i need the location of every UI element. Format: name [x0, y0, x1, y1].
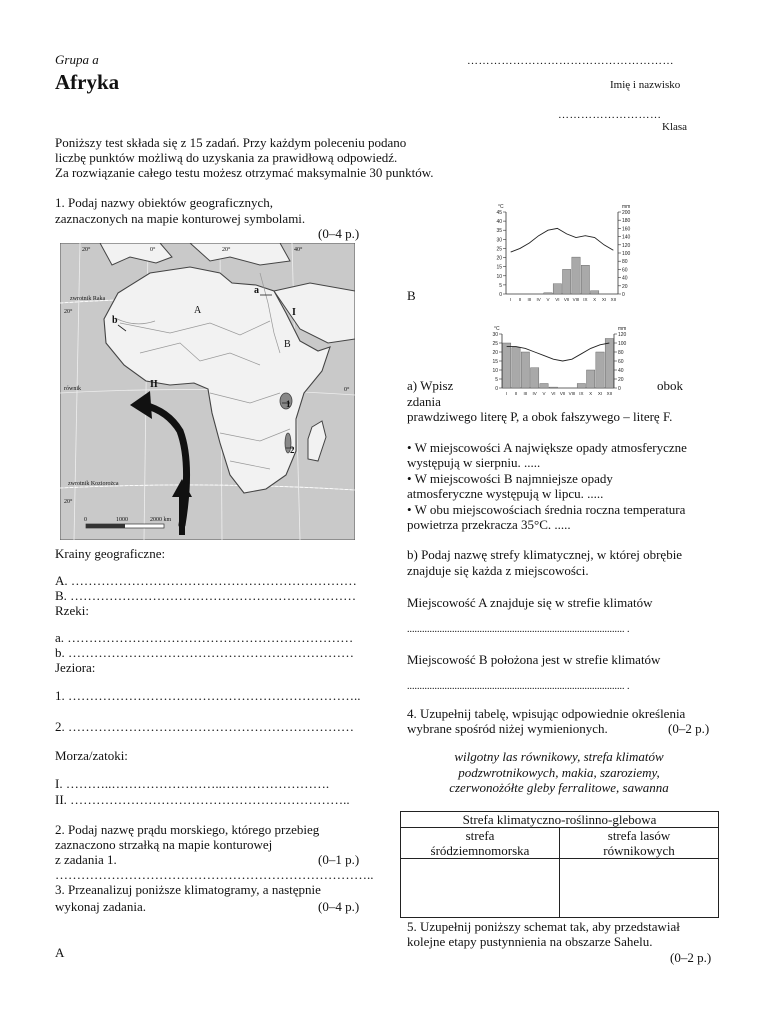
map-lon-40e: 40° [294, 247, 303, 253]
class-label: Klasa [662, 121, 688, 133]
clim2-ltick-label: 30 [492, 332, 498, 338]
climatogram-2 [480, 322, 640, 400]
clim2-month-label: VII [559, 391, 566, 396]
clim2-month-label: IX [579, 391, 584, 396]
clim1-rtick-label: 120 [622, 242, 631, 249]
statement-2-line-2[interactable]: atmosferyczne występują w lipcu. ..... [407, 486, 604, 501]
clim2-ltick-label: 5 [495, 377, 498, 383]
clim2-precip-bar [540, 384, 548, 389]
task2-points: (0–1 p.) [318, 852, 360, 867]
statement-2-line-1: • W miejscowości B najmniejsze opady [407, 471, 613, 486]
clim1-rtick-label: 0 [622, 292, 625, 298]
clim1-month-label: XII [610, 297, 617, 302]
group-label: Grupa a [55, 52, 99, 67]
map-label-equator: równik [64, 386, 81, 392]
map-label-a: a [254, 285, 259, 296]
climatogram-1 [480, 200, 640, 308]
map-label-tropic-south: zwrotnik Koziorożca [68, 481, 119, 487]
scale-label-1000: 1000 [116, 517, 128, 523]
page-title: Afryka [55, 70, 120, 94]
clim2-ltick-label: 0 [495, 386, 498, 392]
clim1-temp-line [511, 228, 614, 252]
clim2-month-label: VIII [568, 391, 576, 396]
map-label-1: 1 [286, 399, 291, 409]
clim1-month-label: VI [555, 297, 560, 302]
col2-line-2: równikowych [603, 843, 675, 858]
clim1-rtick-label: 40 [622, 275, 628, 282]
clim2-month-label: II [514, 391, 518, 396]
task3b-line-2: znajduje się każda z miejscowości. [407, 563, 589, 578]
clim2-precip-bar [577, 384, 585, 389]
task2-answer-field[interactable]: ……………………………………………………………….. [55, 867, 374, 882]
clim1-month-label: IV [536, 297, 541, 302]
clim1-left-unit: °C [498, 204, 504, 210]
map-label-B: B [284, 339, 291, 350]
seas-title: Morza/zatoki: [55, 748, 128, 763]
map-lon-20e: 20° [222, 247, 231, 253]
scale-label-0: 0 [84, 517, 87, 523]
task3b-a-text: Miejscowość A znajduje się w strefie klimatów [407, 595, 653, 610]
clim1-right-unit: mm [622, 204, 631, 210]
map-lon-20w: 20° [82, 247, 91, 253]
statement-1-line-2[interactable]: występują w sierpniu. ..... [407, 455, 541, 470]
sea-I-field[interactable]: I. ………..……………………..……………………. [55, 776, 330, 791]
clim2-right-unit: mm [618, 326, 627, 332]
task4-points: (0–2 p.) [668, 721, 710, 736]
clim2-month-label: V [542, 391, 546, 396]
statement-3-line-1: • W obu miejscowościach średnia roczna temperatura [407, 502, 686, 517]
clim2-rtick-label: 120 [618, 332, 627, 338]
clim2-precip-bar [596, 352, 604, 388]
map-label-b: b [112, 315, 118, 326]
clim1-ltick-label: 40 [496, 219, 502, 226]
zone-table-cell-2[interactable] [560, 859, 719, 918]
river-a-field[interactable]: a. ………………………………………………………… [55, 630, 354, 645]
task3b-a-field[interactable]: ....................................................................................... . [407, 624, 630, 635]
clim2-precip-bar [512, 348, 520, 389]
clim2-rtick-label: 60 [618, 359, 624, 365]
map-label-2: 2 [290, 445, 295, 455]
class-field-dots[interactable]: ……………………… [558, 109, 662, 121]
clim1-rtick-label: 20 [622, 283, 628, 290]
task3b-line-1: b) Podaj nazwę strefy klimatycznej, w której obrębie [407, 547, 683, 562]
clim2-month-label: XII [606, 391, 613, 396]
clim1-month-label: VIII [572, 297, 580, 302]
climatogram-B-label: B [407, 288, 416, 303]
rivers-title: Rzeki: [55, 603, 89, 618]
task5-points: (0–2 p.) [670, 950, 712, 965]
statement-3-line-2[interactable]: powietrza przekracza 35°C. ..... [407, 517, 571, 532]
clim1-rtick-label: 100 [622, 251, 631, 257]
task3a-line-2: prawdziwego literę P, a obok fałszywego – literę F. [407, 409, 673, 424]
task4-line-2: wybrane spośród niżej wymienionych. [407, 721, 608, 736]
task2-line-2: zaznaczono strzałką na mapie konturowej [55, 837, 273, 852]
lake-2-field[interactable]: 2. ………………………………………………………… [55, 719, 354, 734]
clim2-precip-bar [521, 352, 529, 388]
clim1-precip-bar [581, 265, 589, 294]
clim1-rtick-label: 140 [622, 234, 631, 241]
clim2-rtick-label: 40 [618, 368, 624, 374]
clim1-rtick-label: 160 [622, 226, 631, 233]
task3b-b-text: Miejscowość B położona jest w strefie klimatów [407, 652, 661, 667]
climatogram-A-label: A [55, 945, 65, 960]
africa-outline-map [60, 243, 355, 540]
zone-table [400, 811, 719, 918]
clim1-ltick-label: 5 [499, 282, 502, 289]
task5-line-2: kolejne etapy pustynnienia na obszarze Sahelu. [407, 934, 653, 949]
clim1-ltick-label: 10 [496, 273, 502, 280]
clim1-precip-bar [544, 293, 552, 294]
task4-option-line-3: czerwonożółte gleby ferralitowe, sawanna [449, 780, 669, 795]
col1-line-2: śródziemnomorska [430, 843, 530, 858]
clim1-month-label: XI [601, 297, 607, 302]
map-lat-20s: 20° [64, 499, 73, 505]
clim2-precip-bar [587, 370, 595, 388]
clim2-precip-bar [605, 339, 613, 389]
task1-line-1: 1. Podaj nazwy obiektów geograficznych, [55, 195, 274, 210]
clim1-month-label: IX [583, 297, 588, 302]
intro-line-1: Poniższy test składa się z 15 zadań. Przy każdym poleceniu podano [55, 135, 407, 150]
map-scale-bar [86, 524, 164, 528]
regions-title: Krainy geograficzne: [55, 546, 166, 561]
clim2-rtick-label: 100 [618, 341, 627, 347]
task2-line-1: 2. Podaj nazwę prądu morskiego, którego przebieg [55, 822, 320, 837]
zone-table-col1-header [401, 828, 560, 859]
sea-II-field[interactable]: II. ……………………………………………………….. [55, 792, 350, 807]
col2-line-1: strefa lasów [607, 828, 671, 843]
region-b-field[interactable]: B. ………………………………………………………… [55, 588, 357, 603]
clim1-precip-bar [563, 269, 571, 294]
clim1-precip-bar [553, 284, 561, 294]
river-b-field[interactable]: b. ………………………………………………………… [55, 645, 354, 660]
clim1-month-label: III [527, 297, 532, 302]
zone-table-cell-1[interactable] [401, 859, 560, 918]
col1-line-1: strefa [465, 828, 495, 843]
lakes-title: Jeziora: [55, 660, 96, 675]
clim1-ltick-label: 20 [496, 255, 502, 262]
name-field-dots[interactable]: ……………………………………………… [467, 55, 674, 67]
clim1-ltick-label: 25 [496, 246, 502, 253]
task3a-obok: obok [657, 378, 683, 393]
clim1-ltick-label: 35 [496, 228, 502, 235]
map-label-I: I [292, 307, 296, 318]
intro-line-2: liczbę punktów możliwą do uzyskania za prawidłową odpowiedź. [55, 150, 398, 165]
lake-1-field[interactable]: 1. ………………………………………………………….. [55, 688, 361, 703]
task1-points: (0–4 p.) [318, 226, 360, 241]
map-lat-0: 0° [344, 387, 350, 393]
clim1-precip-bar [591, 291, 599, 294]
task3-line-1: 3. Przeanalizuj poniższe klimatogramy, a następnie [55, 882, 321, 897]
task4-option-line-1: wilgotny las równikowy, strefa klimatów [454, 749, 664, 764]
clim2-rtick-label: 20 [618, 377, 624, 383]
clim1-ltick-label: 45 [496, 210, 502, 216]
clim2-month-label: I [506, 391, 508, 396]
clim1-month-label: V [546, 297, 550, 302]
task3-line-2: wykonaj zadania. [55, 899, 146, 914]
clim2-month-label: IV [532, 391, 537, 396]
map-label-II: II [150, 379, 158, 390]
map-label-A: A [194, 305, 202, 316]
clim2-ltick-label: 20 [492, 350, 498, 356]
clim1-ltick-label: 15 [496, 264, 502, 271]
zone-table-col2-header [560, 828, 719, 859]
clim1-rtick-label: 80 [622, 259, 628, 266]
task3a-head-2: zdania [407, 394, 441, 409]
task5-line-1: 5. Uzupełnij poniższy schemat tak, aby przedstawiał [407, 919, 680, 934]
map-lon-0: 0° [150, 247, 156, 253]
task4-option-line-2: podzwrotnikowych, makia, szaroziemy, [458, 765, 660, 780]
statement-1-line-1: • W miejscowości A największe opady atmosferyczne [407, 440, 687, 455]
clim1-month-label: II [518, 297, 522, 302]
clim1-month-label: VII [563, 297, 570, 302]
clim1-rtick-label: 180 [622, 218, 631, 225]
clim2-ltick-label: 15 [492, 359, 498, 365]
clim2-ltick-label: 10 [492, 368, 498, 374]
task1-line-2: zaznaczonych na mapie konturowej symbolami. [55, 211, 306, 226]
task3a-head: a) Wpisz [407, 378, 454, 393]
intro-line-3: Za rozwiązanie całego testu możesz otrzymać maksymalnie 30 punktów. [55, 165, 434, 180]
clim2-month-label: X [589, 391, 593, 396]
clim1-month-label: X [593, 297, 597, 302]
zone-table-title [401, 812, 719, 828]
clim1-precip-bar [572, 257, 580, 294]
clim1-ltick-label: 0 [499, 292, 502, 298]
zone-table-title-text: Strefa klimatyczno-roślinno-glebowa [462, 812, 657, 827]
clim2-ltick-label: 25 [492, 341, 498, 347]
task4-line-1: 4. Uzupełnij tabelę, wpisując odpowiednie określenia [407, 706, 686, 721]
clim2-month-label: XI [597, 391, 603, 396]
name-label: Imię i nazwisko [610, 79, 681, 91]
task2-line-3: z zadania 1. [55, 852, 117, 867]
clim2-month-label: III [523, 391, 528, 396]
clim2-month-label: VI [551, 391, 556, 396]
clim1-rtick-label: 200 [622, 210, 631, 216]
map-label-tropic-north: zwrotnik Raka [70, 296, 106, 302]
clim1-month-label: I [510, 297, 512, 302]
task3b-b-field[interactable]: ....................................................................................... . [407, 681, 630, 692]
scale-label-2000: 2000 km [150, 517, 172, 523]
clim2-rtick-label: 80 [618, 350, 624, 356]
clim2-precip-bar [549, 387, 557, 388]
clim1-rtick-label: 60 [622, 267, 628, 274]
task3-points: (0–4 p.) [318, 899, 360, 914]
clim2-precip-bar [503, 343, 511, 388]
clim2-rtick-label: 0 [618, 386, 621, 392]
map-lat-20n: 20° [64, 309, 73, 315]
region-a-field[interactable]: A. ………………………………………………………… [55, 573, 357, 588]
clim1-ltick-label: 30 [496, 237, 502, 244]
clim2-precip-bar [531, 368, 539, 388]
clim2-left-unit: °C [494, 326, 500, 332]
